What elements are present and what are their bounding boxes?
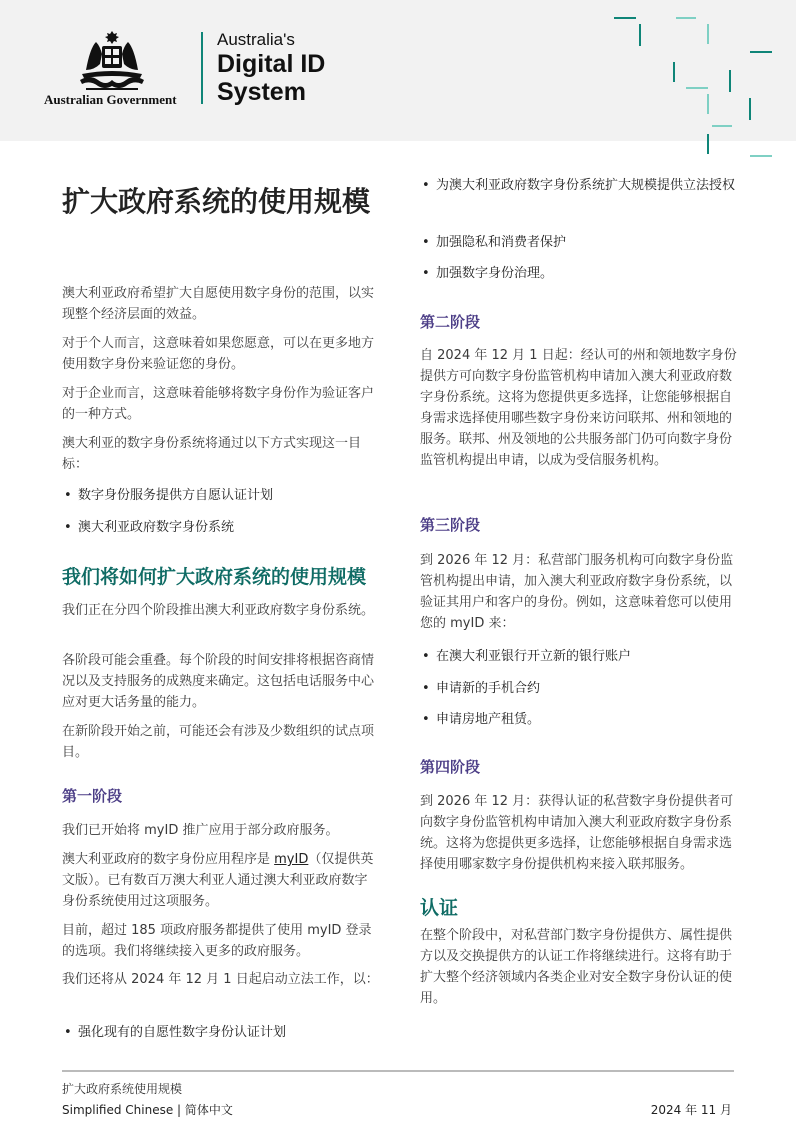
footer-date: 2024 年 11 月 <box>650 1103 732 1117</box>
how-paragraph-2: 各阶段可能会重叠。每个阶段的时间安排将根据咨商情况以及支持服务的成熟度来确定。这包括电话服务中心应对更大话务量的能力。 <box>62 653 375 710</box>
decorative-pattern <box>600 10 796 165</box>
brand-top-text: Australia's <box>217 30 295 49</box>
how-paragraph-1: 我们正在分四个阶段推出澳大利亚政府数字身份系统。 <box>62 603 375 618</box>
intro-bullet: • 数字身份服务提供方自愿认证计划 <box>62 485 380 506</box>
phase-4-heading: 第四阶段 <box>420 758 481 776</box>
brand-line-2: System <box>217 78 306 106</box>
footer-divider <box>62 1070 734 1072</box>
accreditation-paragraph: 在整个阶段中，对私营部门数字身份提供方、属性提供方以及交换提供方的认证工作将继续进行。这将有助于扩大整个经济领域内各类企业对安全数字身份认证的使用。 <box>420 928 733 1006</box>
phase-2-heading: 第二阶段 <box>420 313 481 331</box>
phase-1-paragraph-1: 我们已开始将 myID 推广应用于部分政府服务。 <box>62 823 339 838</box>
phase-3-bullet: • 申请新的手机合约 <box>420 678 740 699</box>
intro-paragraph-4: 澳大利亚的数字身份系统将通过以下方式实现这一目标： <box>62 436 362 472</box>
page-title: 扩大政府系统的使用规模 <box>62 185 371 218</box>
footer-language: Simplified Chinese | 简体中文 <box>62 1103 233 1117</box>
phase-3-heading: 第三阶段 <box>420 516 481 534</box>
intro-paragraph-2: 对于个人而言，这意味着如果您愿意，可以在更多地方使用数字身份来验证您的身份。 <box>62 336 375 372</box>
phase-1-bullet: • 加强数字身份治理。 <box>420 263 740 284</box>
intro-paragraph-1: 澳大利亚政府希望扩大自愿使用数字身份的范围，以实现整个经济层面的效益。 <box>62 286 375 322</box>
phase-1-paragraph-2 <box>62 849 380 912</box>
phase-1-bullet: • 强化现有的自愿性数字身份认证计划 <box>62 1022 380 1043</box>
phase-1-paragraph-4: 我们还将从 2024 年 12 月 1 日起启动立法工作，以： <box>62 972 379 987</box>
phase-3-paragraph: 到 2026 年 12 月：私营部门服务机构可向数字身份监管机构提出申请，加入澳大利亚政府数字身份系统，以验证其用户和客户的身份。例如，这意味着您可以使用您的 myID 来： <box>420 553 734 631</box>
phase-2-paragraph: 自 2024 年 12 月 1 日起：经认可的州和领地数字身份提供方可向数字身份监管机构申请加入澳大利亚政府数字身份系统。这将为您提供更多选择，让您能够根据自身需求选择使用哪些数字身份来访问联邦、州和领地的服务。联邦、州及领地的公共服务部门仍可向数字身份监管机构提出申请，以成为受信服务机构。 <box>420 348 737 468</box>
accreditation-heading: 认证 <box>420 897 459 919</box>
footer-title: 扩大政府系统使用规模 <box>62 1082 183 1096</box>
phase-1-heading: 第一阶段 <box>62 787 123 805</box>
section-heading-how: 我们将如何扩大政府系统的使用规模 <box>62 566 367 588</box>
phase-1-bullet: • 为澳大利亚政府数字身份系统扩大规模提供立法授权 <box>420 175 740 196</box>
phase-1-text-after-link: （仅提供英文版）。已有数百万澳大利亚人通过澳大利亚政府数字身份系统使用过这项服务。 <box>62 852 374 909</box>
how-paragraph-3: 在新阶段开始之前，可能还会有涉及少数组织的试点项目。 <box>62 724 375 760</box>
phase-1-paragraph-3: 目前，超过 185 项政府服务都提供了使用 myID 登录的选项。我们将继续接入更多的政府服务。 <box>62 923 372 959</box>
myid-link[interactable]: myID <box>274 852 309 867</box>
brand-line-1: Digital ID <box>217 50 326 78</box>
page-header <box>0 0 796 141</box>
phase-1-text-before-link: 澳大利亚政府的数字身份应用程序是 <box>62 852 275 867</box>
phase-3-bullet: • 在澳大利亚银行开立新的银行账户 <box>420 646 740 667</box>
header-divider <box>201 32 203 104</box>
phase-4-paragraph: 到 2026 年 12 月：获得认证的私营数字身份提供者可向数字身份监管机构申请加入澳大利亚政府数字身份系统。这将为您提供更多选择，让您能够根据自身需求选择使用哪家数字身份提供机构来接入联邦服务。 <box>420 794 734 872</box>
government-name: Australian Government <box>44 92 177 107</box>
phase-1-bullet: • 加强隐私和消费者保护 <box>420 232 740 253</box>
intro-paragraph-3: 对于企业而言，这意味着能够将数字身份作为验证客户的一种方式。 <box>62 386 375 422</box>
brand-logo <box>217 30 325 106</box>
intro-bullet: • 澳大利亚政府数字身份系统 <box>62 517 380 538</box>
coat-of-arms-icon <box>76 30 148 92</box>
phase-3-bullet: • 申请房地产租赁。 <box>420 709 740 730</box>
